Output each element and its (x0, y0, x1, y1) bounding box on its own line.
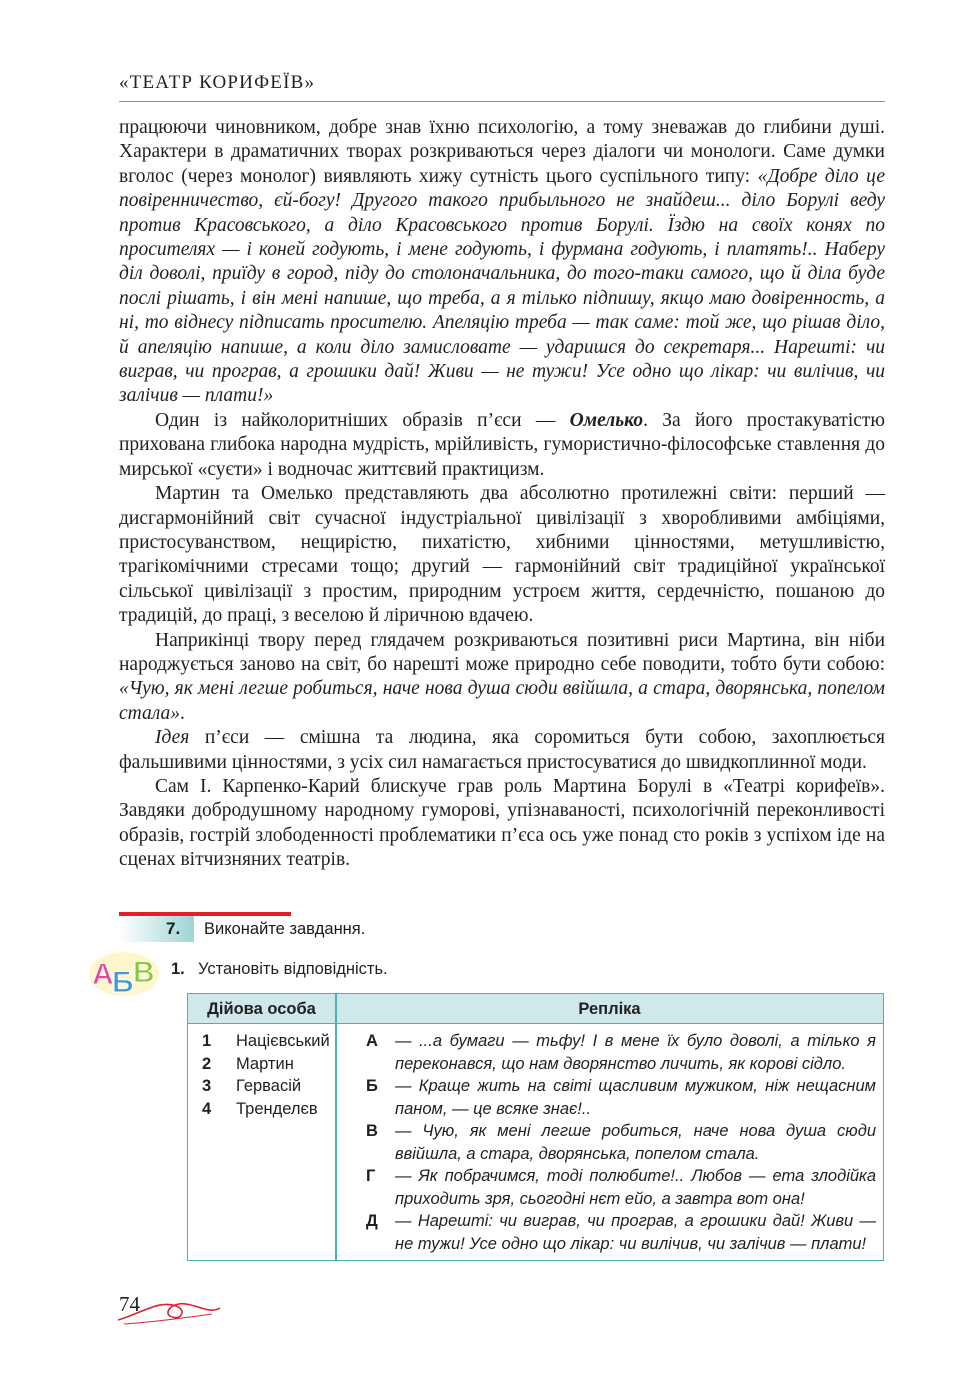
reply-text: — Чую, як мені легше робиться, наче нова душа сюди ввійшла, а стара, дворянська, попелом стала. (395, 1122, 876, 1163)
running-header: «ТЕАТР КОРИФЕЇВ» (119, 72, 316, 93)
header-rule (119, 101, 885, 102)
list-item (202, 1053, 334, 1076)
list-item (202, 1098, 334, 1121)
reply-text: — ...а бумаги — тьфу! І в мене їх було доволі, а тілько я переконався, що нам дворянство личить, як корові сідло. (395, 1032, 876, 1073)
reply-letter: В (366, 1122, 378, 1140)
page-number: 74 (119, 1292, 140, 1316)
character-number: 2 (202, 1054, 212, 1073)
list-item (366, 1210, 876, 1255)
list-item (202, 1030, 334, 1053)
character-name-omelko: Омелько (569, 409, 644, 431)
reply-letter: Б (366, 1077, 378, 1095)
idea-term: Ідея (155, 727, 190, 749)
quote-lawyer: «Добре діло це повіренничество, єй-богу! Другого такого прибыльного не знайдеш... діло Борулі веду против Красовського, а діло Красовського против Борулі. Їздю на своїх конях по просителях — і коней годують, і мене годують, і фурмана годують, і платять!.. Наберу діл доволі, приїду в город, піду до столоначальника, до того-таки самого, що й діла буде послі рішать, і він мені напише, що треба, а я тілько підпишу, якщо маю довіренность, а ні, то віднесу підписать просителю. Апеляцію треба — так саме: той же, що рішав діло, й апеляцію напише, а коли діло замисловате — ударишся до секретаря... Нарешті: чи виграв, чи програв, а грошики дай! Живи — не тужи! Усе одно що лікар: чи вилічив, чи залічив — плати!» (119, 165, 885, 407)
character-number: 3 (202, 1077, 212, 1095)
paragraph-2-end: . За його простакуватістю прихована глибока народна мудрість, мрійливість, гумористично-філософське ставлення до мирської «суєти» і водночас життєвий практицизм. (119, 409, 885, 480)
paragraph-4-text: Наприкінці твору перед глядачем розкриваються позитивні риси Мартина, він ніби народжується заново на світ, бо нарешті може природно себе поводити, тобто бути собою: (119, 629, 885, 675)
quote-martyn: «Чую, як мені легше робиться, наче нова душа сюди ввійшла, а стара, дворянська, попелом стала» (119, 678, 885, 724)
paragraph-2-text: Один із найколоритніших образів п’єси — (155, 409, 570, 431)
paragraph-4 (119, 629, 885, 727)
reply-text: — Як побрачимся, тоді полюбите!.. Любов — ета злодійка приходить зря, сьогодні нєт ейо, а завтра вот она! (395, 1167, 876, 1208)
logo-letter-v: В (133, 956, 155, 989)
list-item (366, 1075, 876, 1120)
paragraph-1-text: працюючи чиновником, добре знав їхню психологію, а тому зневажав до глибини душі. Характери в драматичних творах розкриваються через діалоги чи монологи. Саме думки вголос (через монолог) виявляють хижу сутність цього суспільного типу: (119, 117, 885, 187)
list-item (202, 1075, 334, 1098)
body-text (119, 116, 885, 873)
logo-letter-a: А (92, 958, 114, 991)
reply-letter: Д (366, 1212, 378, 1230)
reply-text: — Нарешті: чи виграв, чи програв, а грошики дай! Живи — не тужи! Усе одно що лікар: чи вилічив, чи залічив — плати! (395, 1212, 876, 1253)
character-list (202, 1030, 334, 1120)
abv-letters-icon (88, 950, 160, 998)
matching-table (187, 993, 884, 1261)
logo-letter-b: Б (112, 966, 134, 998)
table-header (188, 994, 883, 1024)
character-number: 4 (202, 1099, 212, 1118)
character-name: Гервасій (236, 1077, 302, 1095)
subtask-label: Установіть відповідність. (198, 960, 388, 978)
column-header-character: Дійова особа (207, 1000, 316, 1018)
task-label: Виконайте завдання. (204, 920, 366, 938)
paragraph-6: Сам І. Карпенко-Карий блискуче грав роль Мартина Борулі в «Театрі корифеїв». Завдяки добродушному народному гуморові, упізнаваності, психологічній переконливості образів, гострій злободенності проблематики п’єса ось уже понад сто років з успіхом іде на сценах вітчизняних театрів. (119, 775, 885, 871)
paragraph-4-end: . (179, 702, 185, 724)
reply-list (366, 1030, 876, 1255)
column-header-reply: Репліка (578, 1000, 641, 1018)
column-divider (335, 994, 337, 1260)
character-name: Націєвський (236, 1032, 330, 1050)
paragraph-5-text: п’єси — смішна та людина, яка соромиться бути собою, захоплюється фальшивими цінностями, з усіх сил намагається пристосуватися до швидкоплинної моди. (119, 727, 885, 773)
reply-letter: Г (366, 1167, 376, 1185)
reply-letter: А (366, 1032, 378, 1050)
reply-text: — Краще жить на світі щасливим мужиком, ніж нещасним паном, — це всяке знає!.. (395, 1077, 876, 1118)
paragraph-2 (119, 409, 885, 482)
paragraph-5 (119, 726, 885, 775)
subtask-number: 1. (171, 960, 185, 978)
task-number-bar (119, 916, 194, 942)
paragraph-1 (119, 116, 885, 409)
task-number: 7. (166, 919, 181, 938)
character-name: Тренделєв (236, 1099, 318, 1118)
list-item (366, 1165, 876, 1210)
list-item (366, 1030, 876, 1075)
character-name: Мартин (236, 1054, 294, 1073)
paragraph-3: Мартин та Омелько представляють два абсолютно протилежні світи: перший — дисгармонійний світ сучасної індустріальної цивілізації з хворобливими амбіціями, пристосуванством, нещирістю, пихатістю, хибними цінностями, метушливістю, трагікомічними стресами тощо; другий — гармонійний світ традиційної української сільської цивілізації з простим, природним устроєм життя, сердечністю, пошаною до традицій, до праці, з веселою й ліричною вдачею. (119, 483, 885, 627)
character-number: 1 (202, 1032, 212, 1050)
list-item (366, 1120, 876, 1165)
